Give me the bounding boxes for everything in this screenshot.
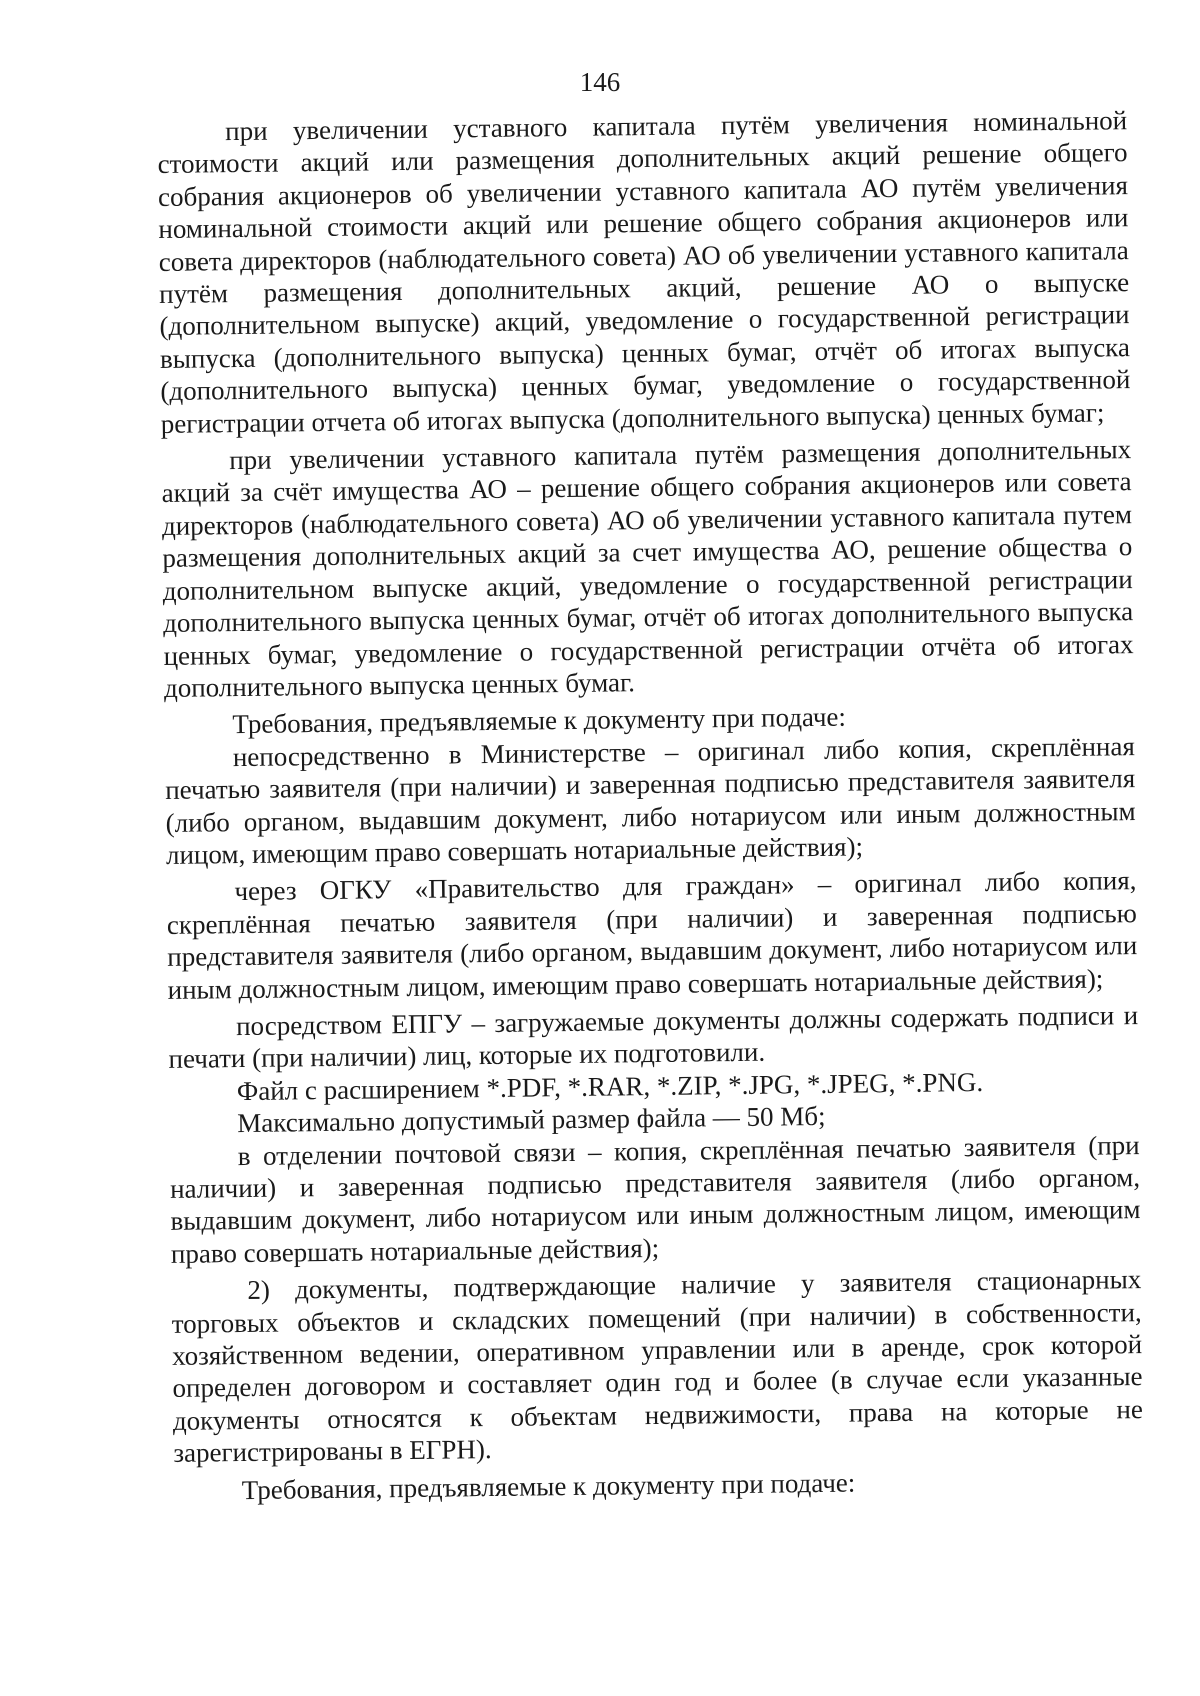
document-body	[157, 104, 1144, 1507]
paragraph-capital-increase-nominal: при увеличении уставного капитала путём увеличения номинальной стоимости акций или размещения дополнительных акций решение общего собрания акционеров об увеличении уставного капитала АО путём увеличения номинальной стоимости акций или решение общего собрания акционеров или совета директоров (наблюдательного совета) АО об увеличении уставного капитала путём размещения дополнительных акций, решение АО о выпуске (дополнительном выпуске) акций, уведомление о государственной регистрации выпуска (дополнительного выпуска) ценных бумаг, отчёт об итогах выпуска (дополнительного выпуска) ценных бумаг, уведомление о государственной регистрации отчета об итогах выпуска (дополнительного выпуска) ценных бумаг;	[157, 105, 1131, 439]
paragraph-capital-increase-property: при увеличении уставного капитала путём размещения дополнительных акций за счёт имущества АО – решение общего собрания акционеров или совета директоров (наблюдательного совета) АО об увеличении уставного капитала путем размещения дополнительных акций за счет имущества АО, решение общества о дополнительном выпуске акций, уведомление о государственной регистрации дополнительного выпуска ценных бумаг, отчёт об итогах дополнительного выпуска ценных бумаг, уведомление о государственной регистрации отчёта об итогах дополнительного выпуска ценных бумаг.	[161, 434, 1134, 703]
paragraph-max-file-size: Максимально допустимый размер файла — 50 Мб;	[237, 1101, 826, 1139]
paragraph-epgu-submission: посредством ЕПГУ – загружаемые документы должны содержать подписи и печати (при наличии) лиц, которые их подготовили.	[168, 1000, 1139, 1075]
paragraph-post-office-submission: в отделении почтовой связи – копия, скреплённая печатью заявителя (при наличии) и заверенная подписью представителя заявителя (либо органом, выдавшим документ, либо нотариусом или иным должностным лицом, имеющим право совершать нотариальные действия);	[169, 1129, 1141, 1269]
paragraph-requirements-heading-2: Требования, предъявляемые к документу при подаче:	[241, 1467, 856, 1505]
paragraph-file-extensions: Файл с расширением *.PDF, *.RAR, *.ZIP, *.JPG, *.JPEG, *.PNG.	[236, 1066, 984, 1106]
paragraph-ogku-submission: через ОГКУ «Правительство для граждан» – оригинал либо копия, скреплённая печатью заявителя (при наличии) и заверенная подписью представителя заявителя (либо органом, выдавшим документ, либо нотариусом или иным должностным лицом, имеющим право совершать нотариальные действия);	[166, 865, 1138, 1005]
page-number: 146	[579, 67, 621, 97]
paragraph-requirements-heading: Требования, предъявляемые к документу при подаче:	[232, 701, 847, 740]
paragraph-item-2-documents: 2) документы, подтверждающие наличие у заявителя стационарных торговых объектов и складских помещений (при наличии) в собственности, хозяйственном ведении, оперативном управлении или в аренде, срок которой определен договором и составляет один год и более (в случае если указанные документы относятся к объектам недвижимости, права на которые не зарегистрированы в ЕГРН).	[171, 1264, 1144, 1469]
paragraph-ministry-submission: непосредственно в Министерстве – оригинал либо копия, скреплённая печатью заявителя (при наличии) и заверенная подписью представителя заявителя (либо органом, выдавшим документ, либо нотариусом или иным должностным лицом, имеющим право совершать нотариальные действия);	[165, 730, 1136, 870]
